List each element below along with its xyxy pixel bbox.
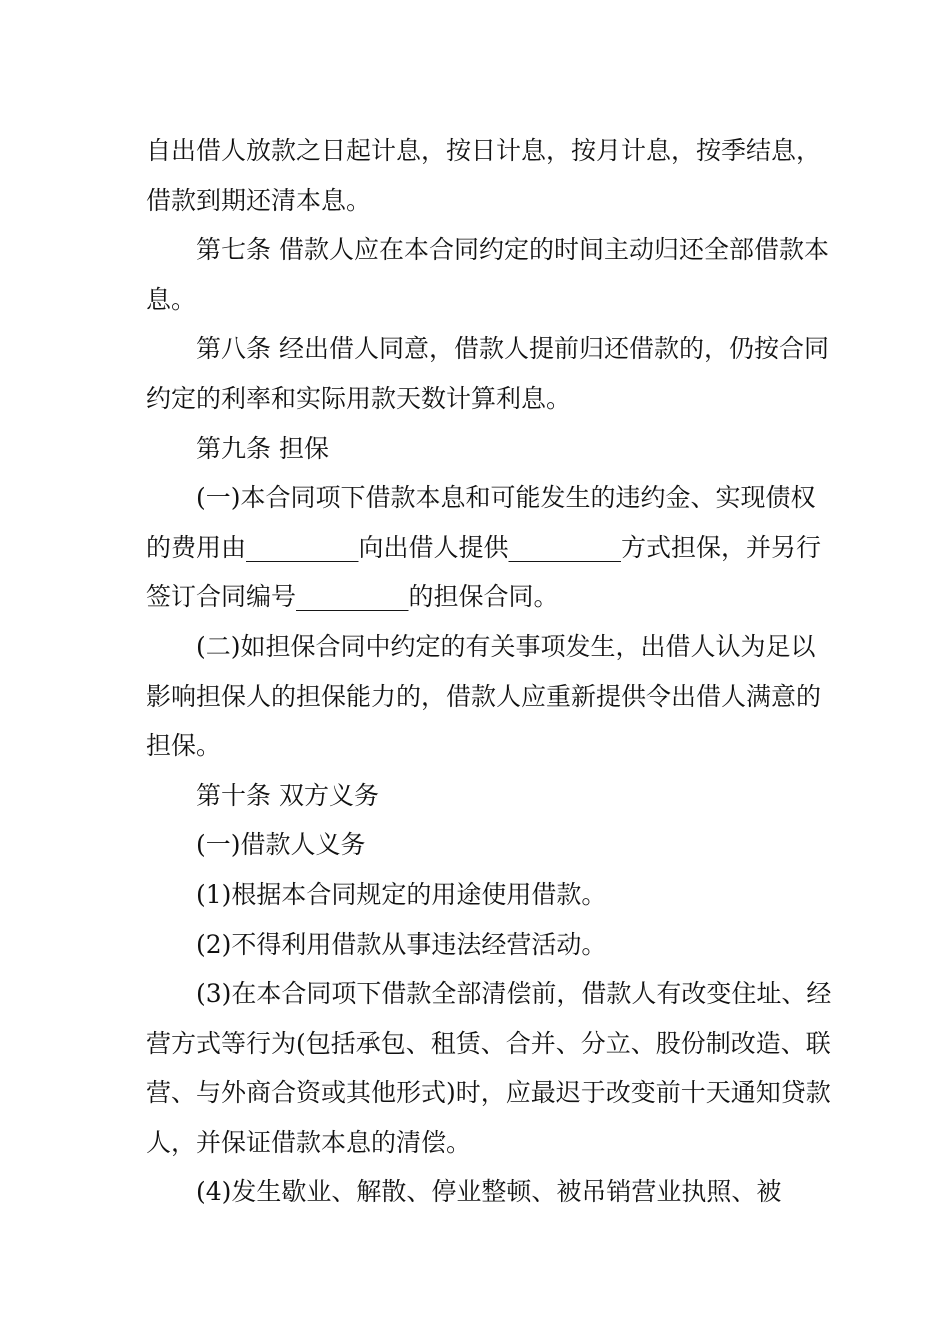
heading-article-10: 第十条 双方义务 — [196, 780, 379, 810]
paragraph-article-9-clause-2: (二)如担保合同中约定的有关事项发生，出借人认为足以影响担保人的担保能力的，借款人应重新提供令出借人满意的担保。 — [146, 631, 822, 761]
paragraph-article-9-clause-1: (一)本合同项下借款本息和可能发生的违约金、实现债权的费用由_________向出借人提供_________方式担保，并另行签订合同编号_________的担保合同。 — [146, 483, 822, 612]
paragraph-article-7: 第七条 借款人应在本合同约定的时间主动归还全部借款本息。 — [146, 235, 829, 314]
document-body — [146, 126, 836, 1217]
paragraph-interest-terms: 自出借人放款之日起计息，按日计息，按月计息，按季结息，借款到期还清本息。 — [146, 136, 822, 215]
subheading-borrower-obligations: (一)借款人义务 — [196, 830, 366, 860]
list-item-obligation-4: (4)发生歇业、解散、停业整顿、被吊销营业执照、被 — [196, 1177, 782, 1207]
heading-article-9: 第九条 担保 — [196, 433, 329, 463]
list-item-obligation-1: (1)根据本合同规定的用途使用借款。 — [196, 879, 607, 909]
list-item-obligation-2: (2)不得利用借款从事违法经营活动。 — [196, 929, 607, 959]
list-item-obligation-3: (3)在本合同项下借款全部清偿前，借款人有改变住址、经营方式等行为(包括承包、租赁、合并、分立、股份制改造、联营、与外商合资或其他形式)时，应最迟于改变前十天通知贷款人，并保证借款本息的清偿。 — [146, 979, 832, 1157]
paragraph-article-8: 第八条 经出借人同意，借款人提前归还借款的，仍按合同约定的利率和实际用款天数计算利息。 — [146, 334, 829, 413]
